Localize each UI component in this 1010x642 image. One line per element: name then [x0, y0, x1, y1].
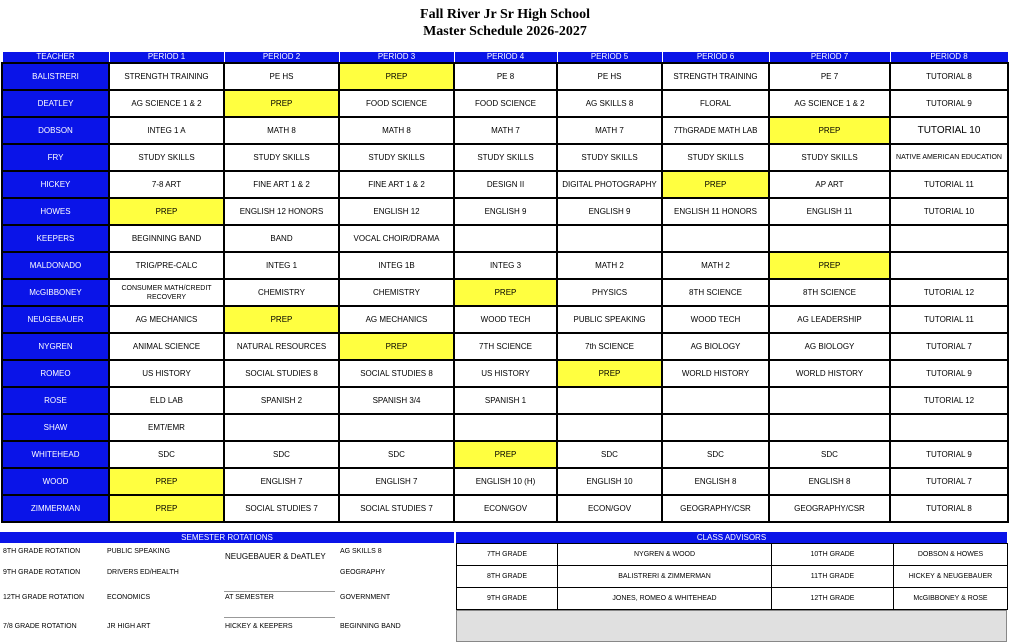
period-cell: [454, 414, 557, 441]
period-cell: FLORAL: [662, 90, 769, 117]
period-cell: TUTORIAL 9: [890, 90, 1008, 117]
schedule-row: [2, 441, 1008, 468]
period-cell: STUDY SKILLS: [109, 144, 224, 171]
advisor-names-cell: NYGREN & WOOD: [558, 544, 772, 566]
period-cell: ENGLISH 7: [224, 468, 339, 495]
period-cell: SPANISH 2: [224, 387, 339, 414]
rotation-label: 12TH GRADE ROTATION: [3, 594, 85, 601]
period-cell: GEOGRAPHY/CSR: [662, 495, 769, 522]
period-cell: STUDY SKILLS: [662, 144, 769, 171]
period-cell: DIGITAL PHOTOGRAPHY: [557, 171, 662, 198]
column-header-period-4: PERIOD 4: [454, 52, 557, 64]
advisor-row: [457, 544, 1008, 566]
period-cell: ELD LAB: [109, 387, 224, 414]
period-cell: PUBLIC SPEAKING: [557, 306, 662, 333]
period-cell: SOCIAL STUDIES 8: [339, 360, 454, 387]
schedule-header-row: [2, 52, 1008, 64]
teacher-name-cell: ZIMMERMAN: [2, 495, 109, 522]
grade-cell: 8TH GRADE: [457, 566, 558, 588]
period-cell: SPANISH 3/4: [339, 387, 454, 414]
period-cell: TUTORIAL 12: [890, 387, 1008, 414]
period-cell: ENGLISH 11: [769, 198, 890, 225]
period-cell: BEGINNING BAND: [109, 225, 224, 252]
period-cell: ENGLISH 8: [662, 468, 769, 495]
period-cell: EMT/EMR: [109, 414, 224, 441]
period-cell: AG SCIENCE 1 & 2: [109, 90, 224, 117]
prep-period-cell: PREP: [769, 252, 890, 279]
period-cell: TUTORIAL 10: [890, 198, 1008, 225]
period-cell: SDC: [109, 441, 224, 468]
prep-period-cell: PREP: [224, 90, 339, 117]
prep-period-cell: PREP: [769, 117, 890, 144]
schedule-row: [2, 468, 1008, 495]
period-cell: TRIG/PRE-CALC: [109, 252, 224, 279]
column-header-period-8: PERIOD 8: [890, 52, 1008, 64]
period-cell: BAND: [224, 225, 339, 252]
period-cell: [662, 387, 769, 414]
schedule-row: [2, 360, 1008, 387]
prep-period-cell: PREP: [454, 441, 557, 468]
semester-rotations-section: [0, 543, 454, 642]
grade-cell: 11TH GRADE: [772, 566, 894, 588]
teacher-name-cell: ROMEO: [2, 360, 109, 387]
grade-cell: 10TH GRADE: [772, 544, 894, 566]
period-cell: [557, 225, 662, 252]
period-cell: NATIVE AMERICAN EDUCATION: [890, 144, 1008, 171]
teacher-name-cell: DEATLEY: [2, 90, 109, 117]
advisor-names-cell: DOBSON & HOWES: [894, 544, 1008, 566]
column-header-period-6: PERIOD 6: [662, 52, 769, 64]
teacher-name-cell: KEEPERS: [2, 225, 109, 252]
schedule-row: [2, 252, 1008, 279]
column-header-period-3: PERIOD 3: [339, 52, 454, 64]
advisor-names-cell: BALISTRERI & ZIMMERMAN: [558, 566, 772, 588]
period-cell: FOOD SCIENCE: [339, 90, 454, 117]
advisor-names-cell: McGIBBONEY & ROSE: [894, 588, 1008, 610]
period-cell: 7TH SCIENCE: [454, 333, 557, 360]
schedule-row: [2, 306, 1008, 333]
schedule-row: [2, 144, 1008, 171]
period-cell: AG LEADERSHIP: [769, 306, 890, 333]
teacher-name-cell: WOOD: [2, 468, 109, 495]
prep-period-cell: PREP: [339, 63, 454, 90]
period-cell: CHEMISTRY: [339, 279, 454, 306]
period-cell: TUTORIAL 7: [890, 468, 1008, 495]
period-cell: [890, 252, 1008, 279]
prep-period-cell: PREP: [557, 360, 662, 387]
advisor-names-cell: HICKEY & NEUGEBAUER: [894, 566, 1008, 588]
period-cell: SDC: [769, 441, 890, 468]
class-advisors-table: [456, 543, 1008, 610]
period-cell: INTEG 1 A: [109, 117, 224, 144]
schedule-row: [2, 387, 1008, 414]
period-cell: ENGLISH 10 (H): [454, 468, 557, 495]
period-cell: STRENGTH TRAINING: [109, 63, 224, 90]
period-cell: [769, 414, 890, 441]
period-cell: PE HS: [224, 63, 339, 90]
rotation-course-a: DRIVERS ED/HEALTH: [107, 569, 179, 576]
schedule-row: [2, 198, 1008, 225]
period-cell: AG BIOLOGY: [769, 333, 890, 360]
column-header-teacher: TEACHER: [2, 52, 109, 64]
period-cell: ENGLISH 10: [557, 468, 662, 495]
rotation-course-c: GEOGRAPHY: [340, 569, 386, 576]
teacher-name-cell: McGIBBONEY: [2, 279, 109, 306]
period-cell: TUTORIAL 9: [890, 360, 1008, 387]
period-cell: TUTORIAL 8: [890, 495, 1008, 522]
rotation-course-a: ECONOMICS: [107, 594, 151, 601]
period-cell: [454, 225, 557, 252]
period-cell: PHYSICS: [557, 279, 662, 306]
school-name: Fall River Jr Sr High School: [420, 7, 590, 22]
master-schedule-table: [1, 51, 1009, 523]
period-cell: STRENGTH TRAINING: [662, 63, 769, 90]
period-cell: FINE ART 1 & 2: [339, 171, 454, 198]
period-cell: [557, 414, 662, 441]
rotation-teachers: NEUGEBAUER & DeATLEY: [225, 552, 326, 561]
class-advisors-header: CLASS ADVISORS: [456, 532, 1007, 543]
document-title: [0, 6, 1010, 40]
prep-period-cell: PREP: [109, 495, 224, 522]
period-cell: TUTORIAL 7: [890, 333, 1008, 360]
rotation-divider: [224, 591, 335, 592]
period-cell: US HISTORY: [454, 360, 557, 387]
schedule-row: [2, 117, 1008, 144]
period-cell: ENGLISH 9: [454, 198, 557, 225]
period-cell: [769, 225, 890, 252]
schedule-row: [2, 225, 1008, 252]
teacher-name-cell: NEUGEBAUER: [2, 306, 109, 333]
rotation-teachers: AT SEMESTER: [225, 594, 274, 601]
period-cell: [224, 414, 339, 441]
advisor-row: [457, 588, 1008, 610]
teacher-name-cell: NYGREN: [2, 333, 109, 360]
rotation-divider: [224, 617, 335, 618]
period-cell: SOCIAL STUDIES 7: [224, 495, 339, 522]
schedule-row: [2, 333, 1008, 360]
period-cell: [890, 414, 1008, 441]
period-cell: AG MECHANICS: [339, 306, 454, 333]
period-cell: TUTORIAL 8: [890, 63, 1008, 90]
period-cell: 7ThGRADE MATH LAB: [662, 117, 769, 144]
schedule-row: [2, 495, 1008, 522]
period-cell: INTEG 1: [224, 252, 339, 279]
period-cell: STUDY SKILLS: [339, 144, 454, 171]
period-cell: ENGLISH 9: [557, 198, 662, 225]
prep-period-cell: PREP: [339, 333, 454, 360]
prep-period-cell: PREP: [224, 306, 339, 333]
teacher-name-cell: FRY: [2, 144, 109, 171]
period-cell: WOOD TECH: [662, 306, 769, 333]
period-cell: MATH 7: [454, 117, 557, 144]
schedule-row: [2, 63, 1008, 90]
period-cell: 8TH SCIENCE: [769, 279, 890, 306]
period-cell: AG MECHANICS: [109, 306, 224, 333]
advisor-row: [457, 566, 1008, 588]
period-cell: TUTORIAL 10: [890, 117, 1008, 144]
period-cell: [890, 225, 1008, 252]
column-header-period-2: PERIOD 2: [224, 52, 339, 64]
period-cell: ECON/GOV: [454, 495, 557, 522]
prep-period-cell: PREP: [109, 198, 224, 225]
rotation-course-c: AG SKILLS 8: [340, 548, 382, 555]
grade-cell: 7TH GRADE: [457, 544, 558, 566]
period-cell: TUTORIAL 11: [890, 171, 1008, 198]
period-cell: SDC: [224, 441, 339, 468]
schedule-row: [2, 171, 1008, 198]
period-cell: SDC: [339, 441, 454, 468]
period-cell: STUDY SKILLS: [557, 144, 662, 171]
period-cell: SOCIAL STUDIES 8: [224, 360, 339, 387]
period-cell: INTEG 1B: [339, 252, 454, 279]
period-cell: WORLD HISTORY: [769, 360, 890, 387]
period-cell: PE 8: [454, 63, 557, 90]
period-cell: AG SKILLS 8: [557, 90, 662, 117]
rotation-course-a: JR HIGH ART: [107, 623, 151, 630]
teacher-name-cell: MALDONADO: [2, 252, 109, 279]
period-cell: [662, 414, 769, 441]
period-cell: MATH 8: [339, 117, 454, 144]
period-cell: 7-8 ART: [109, 171, 224, 198]
period-cell: [339, 414, 454, 441]
period-cell: 7th SCIENCE: [557, 333, 662, 360]
period-cell: ENGLISH 8: [769, 468, 890, 495]
rotation-course-a: PUBLIC SPEAKING: [107, 548, 171, 555]
period-cell: ENGLISH 12: [339, 198, 454, 225]
period-cell: US HISTORY: [109, 360, 224, 387]
period-cell: SOCIAL STUDIES 7: [339, 495, 454, 522]
prep-period-cell: PREP: [454, 279, 557, 306]
period-cell: TUTORIAL 12: [890, 279, 1008, 306]
period-cell: STUDY SKILLS: [454, 144, 557, 171]
period-cell: [557, 387, 662, 414]
rotation-course-c: GOVERNMENT: [340, 594, 391, 601]
period-cell: GEOGRAPHY/CSR: [769, 495, 890, 522]
period-cell: ECON/GOV: [557, 495, 662, 522]
teacher-name-cell: SHAW: [2, 414, 109, 441]
column-header-period-7: PERIOD 7: [769, 52, 890, 64]
period-cell: PE 7: [769, 63, 890, 90]
teacher-name-cell: HICKEY: [2, 171, 109, 198]
column-header-period-1: PERIOD 1: [109, 52, 224, 64]
rotation-label: 8TH GRADE ROTATION: [3, 548, 81, 555]
period-cell: SDC: [662, 441, 769, 468]
period-cell: 8TH SCIENCE: [662, 279, 769, 306]
advisor-names-cell: JONES, ROMEO & WHITEHEAD: [558, 588, 772, 610]
rotation-course-c: BEGINNING BAND: [340, 623, 401, 630]
period-cell: TUTORIAL 9: [890, 441, 1008, 468]
period-cell: AG SCIENCE 1 & 2: [769, 90, 890, 117]
period-cell: MATH 7: [557, 117, 662, 144]
column-header-period-5: PERIOD 5: [557, 52, 662, 64]
period-cell: DESIGN II: [454, 171, 557, 198]
period-cell: ENGLISH 11 HONORS: [662, 198, 769, 225]
period-cell: FINE ART 1 & 2: [224, 171, 339, 198]
teacher-name-cell: HOWES: [2, 198, 109, 225]
period-cell: TUTORIAL 11: [890, 306, 1008, 333]
empty-footer-box: [456, 610, 1007, 642]
period-cell: AP ART: [769, 171, 890, 198]
schedule-row: [2, 279, 1008, 306]
period-cell: FOOD SCIENCE: [454, 90, 557, 117]
period-cell: MATH 2: [557, 252, 662, 279]
period-cell: ENGLISH 7: [339, 468, 454, 495]
period-cell: NATURAL RESOURCES: [224, 333, 339, 360]
period-cell: INTEG 3: [454, 252, 557, 279]
period-cell: CHEMISTRY: [224, 279, 339, 306]
rotation-label: 9TH GRADE ROTATION: [3, 569, 81, 576]
schedule-row: [2, 414, 1008, 441]
period-cell: MATH 8: [224, 117, 339, 144]
period-cell: SDC: [557, 441, 662, 468]
rotation-label: 7/8 GRADE ROTATION: [3, 623, 77, 630]
period-cell: CONSUMER MATH/CREDIT RECOVERY: [109, 279, 224, 306]
prep-period-cell: PREP: [109, 468, 224, 495]
period-cell: AG BIOLOGY: [662, 333, 769, 360]
period-cell: [662, 225, 769, 252]
teacher-name-cell: DOBSON: [2, 117, 109, 144]
period-cell: ANIMAL SCIENCE: [109, 333, 224, 360]
period-cell: STUDY SKILLS: [769, 144, 890, 171]
teacher-name-cell: ROSE: [2, 387, 109, 414]
teacher-name-cell: WHITEHEAD: [2, 441, 109, 468]
period-cell: WOOD TECH: [454, 306, 557, 333]
schedule-row: [2, 90, 1008, 117]
rotation-teachers: HICKEY & KEEPERS: [225, 623, 293, 630]
grade-cell: 9TH GRADE: [457, 588, 558, 610]
period-cell: SPANISH 1: [454, 387, 557, 414]
period-cell: WORLD HISTORY: [662, 360, 769, 387]
period-cell: MATH 2: [662, 252, 769, 279]
period-cell: [769, 387, 890, 414]
period-cell: PE HS: [557, 63, 662, 90]
teacher-name-cell: BALISTRERI: [2, 63, 109, 90]
schedule-title: Master Schedule 2026-2027: [423, 24, 587, 39]
prep-period-cell: PREP: [662, 171, 769, 198]
semester-rotations-header: SEMESTER ROTATIONS: [0, 532, 454, 543]
period-cell: STUDY SKILLS: [224, 144, 339, 171]
grade-cell: 12TH GRADE: [772, 588, 894, 610]
period-cell: ENGLISH 12 HONORS: [224, 198, 339, 225]
period-cell: VOCAL CHOIR/DRAMA: [339, 225, 454, 252]
